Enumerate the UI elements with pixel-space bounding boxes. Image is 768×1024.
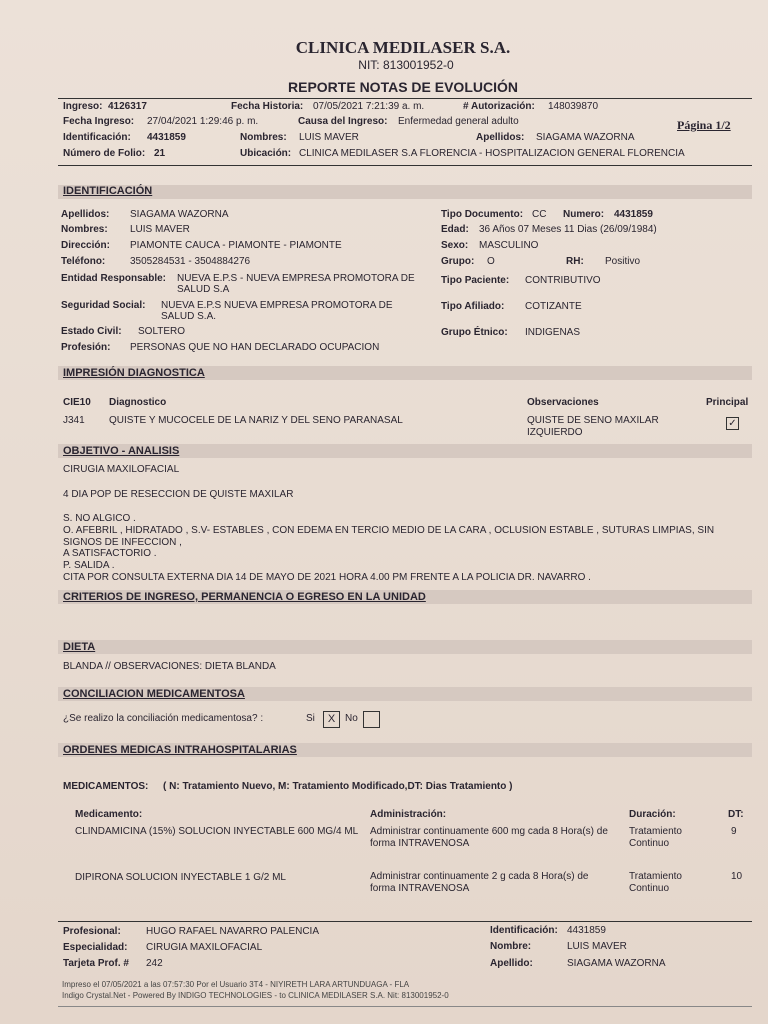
footer-rule [58,921,752,922]
col-duracion: Duración: [629,809,676,820]
med-row2-administracion: Administrar continuamente 2 g cada 8 Hora(s) de forma INTRAVENOSA [370,871,589,894]
conciliacion-si-label: Si [306,713,315,724]
id-direccion-label: Dirección: [61,240,110,251]
impresion-section-title: IMPRESIÓN DIAGNOSTICA [63,367,205,379]
identificacion-section-title: IDENTIFICACIÓN [63,185,153,197]
dieta-section-title: DIETA [63,641,96,653]
id-numero-label: Numero: [563,209,605,220]
conciliacion-no-checkbox[interactable] [363,711,380,728]
id-grupo-value: O [487,256,495,267]
admission-rule [58,165,752,166]
clinic-nit: NIT: 813001952-0 [358,58,454,72]
objetivo-line2: 4 DIA POP DE RESECCION DE QUISTE MAXILAR [63,489,294,500]
fecha-historia-label: Fecha Historia: [231,101,304,112]
principal-checkbox[interactable]: ✓ [726,417,739,430]
objetivo-line1: CIRUGIA MAXILOFACIAL [63,464,180,475]
footer-identificacion-label: Identificación: [490,925,558,936]
ordenes-section-title: ORDENES MEDICAS INTRAHOSPITALARIAS [63,744,297,756]
id-tipo-afiliado-value: COTIZANTE [525,301,582,312]
bottom-rule [58,1006,752,1007]
id-tipo-paciente-value: CONTRIBUTIVO [525,275,601,286]
id-tipo-doc-value: CC [532,209,547,220]
diag-cie10: J341 [63,415,85,426]
criterios-section-title: CRITERIOS DE INGRESO, PERMANENCIA O EGRESO EN LA UNIDAD [63,591,426,603]
id-nombres-value: LUIS MAVER [130,224,190,235]
id-estado-civil-label: Estado Civil: [61,326,122,337]
tarjeta-label: Tarjeta Prof. # [63,958,129,969]
conciliacion-si-checkbox[interactable]: X [323,711,340,728]
fecha-ingreso-value: 27/04/2021 1:29:46 p. m. [147,116,259,127]
col-diagnostico: Diagnostico [109,397,167,408]
folio-value: 21 [154,148,166,159]
ingreso-value: 4126317 [108,101,147,112]
footer-apellido-label: Apellido: [490,958,533,969]
clinic-name: CLINICA MEDILASER S.A. [295,38,511,57]
col-observaciones: Observaciones [527,397,599,408]
objetivo-line3: S. NO ALGICO . [63,513,136,524]
diag-diagnostico: QUISTE Y MUCOCELE DE LA NARIZ Y DEL SENO PARANASAL [109,415,403,426]
diag-observaciones: QUISTE DE SENO MAXILAR IZQUIERDO [527,415,659,438]
id-sexo-label: Sexo: [441,240,469,251]
footer-identificacion-value: 4431859 [567,925,606,936]
objetivo-line7: P. SALIDA . [63,560,115,571]
header-rule [58,98,752,99]
nombres-value: LUIS MAVER [299,132,359,143]
id-grupo-etnico-label: Grupo Étnico: [441,327,508,338]
footer-apellido-value: SIAGAMA WAZORNA [567,958,666,969]
fecha-ingreso-label: Fecha Ingreso: [63,116,135,127]
med-row2-duracion: Tratamiento Continuo [629,871,682,894]
id-telefono-value: 3505284531 - 3504884276 [130,256,251,267]
ubicacion-label: Ubicación: [240,148,292,159]
objetivo-line4: O. AFEBRIL , HIDRATADO , S.V- ESTABLES , CON EDEMA EN TERCIO MEDIO DE LA CARA , OCLUSION ESTABLE , SUTURAS LIMPIAS, SIN [63,525,715,536]
id-edad-label: Edad: [441,224,469,235]
apellidos-label: Apellidos: [476,132,525,143]
footer-nombre-value: LUIS MAVER [567,941,627,952]
id-entidad-label: Entidad Responsable: [61,273,167,284]
conciliacion-question: ¿Se realizo la conciliación medicamentosa? : [63,713,264,724]
objetivo-line6: A SATISFACTORIO . [63,548,157,559]
col-principal: Principal [706,397,749,408]
profesional-value: HUGO RAFAEL NAVARRO PALENCIA [146,926,320,937]
id-grupo-etnico-value: INDIGENAS [525,327,581,338]
ingreso-label: Ingreso: [63,101,103,112]
id-edad-value: 36 Años 07 Meses 11 Dias (26/09/1984) [479,224,657,235]
id-entidad-value: NUEVA E.P.S - NUEVA EMPRESA PROMOTORA DE SALUD S.A [177,273,415,295]
nombres-label: Nombres: [240,132,287,143]
id-nombres-label: Nombres: [61,224,108,235]
tarjeta-value: 242 [146,958,163,969]
footer-nombre-label: Nombre: [490,941,532,952]
id-sexo-value: MASCULINO [479,240,539,251]
powered-by: Indigo Crystal.Net - Powered By INDIGO TECHNOLOGIES - to CLINICA MEDILASER S.A. Nit: 813001952-0 [62,991,449,1000]
med-row2-dt: 10 [731,871,743,882]
id-telefono-label: Teléfono: [61,256,106,267]
id-rh-label: RH: [566,256,584,267]
med-row1-duracion: Tratamiento Continuo [629,826,682,849]
conciliacion-no-label: No [345,713,358,724]
dieta-band [58,640,752,654]
page-number: Página 1/2 [677,118,731,132]
med-row2-medicamento: DIPIRONA SOLUCION INYECTABLE 1 G/2 ML [75,872,286,883]
especialidad-label: Especialidad: [63,942,128,953]
printed-info: Impreso el 07/05/2021 a las 07:57:30 Por el Usuario 3T4 - NIYIRETH LARA ARTUNDUAGA - FLA [62,980,410,989]
id-tipo-paciente-label: Tipo Paciente: [441,275,510,286]
col-cie10: CIE10 [63,397,91,408]
med-row1-administracion: Administrar continuamente 600 mg cada 8 Hora(s) de forma INTRAVENOSA [370,826,608,849]
objetivo-section-title: OBJETIVO - ANALISIS [63,445,180,457]
id-numero-value: 4431859 [614,209,653,220]
identificacion-label: Identificación: [63,132,131,143]
id-apellidos-value: SIAGAMA WAZORNA [130,209,229,220]
profesional-label: Profesional: [63,926,121,937]
id-direccion-value: PIAMONTE CAUCA - PIAMONTE - PIAMONTE [130,240,342,251]
especialidad-value: CIRUGIA MAXILOFACIAL [146,942,263,953]
folio-label: Número de Folio: [63,148,146,159]
dieta-text: BLANDA // OBSERVACIONES: DIETA BLANDA [63,661,276,672]
causa-value: Enfermedad general adulto [398,116,519,127]
med-row1-medicamento: CLINDAMICINA (15%) SOLUCION INYECTABLE 600 MG/4 ML [75,826,359,837]
report-title: REPORTE NOTAS DE EVOLUCIÓN [288,79,518,95]
id-apellidos-label: Apellidos: [61,209,110,220]
id-profesion-value: PERSONAS QUE NO HAN DECLARADO OCUPACION [130,342,380,353]
id-rh-value: Positivo [605,256,641,267]
col-medicamento: Medicamento: [75,809,143,820]
col-dt: DT: [728,809,744,820]
id-profesion-label: Profesión: [61,342,111,353]
col-administracion: Administración: [370,809,447,820]
autorizacion-value: 148039870 [548,101,599,112]
conciliacion-section-title: CONCILIACION MEDICAMENTOSA [63,688,245,700]
causa-label: Causa del Ingreso: [298,116,388,127]
identificacion-band [58,185,752,199]
fecha-historia-value: 07/05/2021 7:21:39 a. m. [313,101,425,112]
objetivo-line8: CITA POR CONSULTA EXTERNA DIA 14 DE MAYO DE 2021 HORA 4.00 PM FRENTE A LA POLICIA DR. NAVARRO . [63,572,591,583]
apellidos-value: SIAGAMA WAZORNA [536,132,635,143]
med-row1-dt: 9 [731,826,737,837]
id-estado-civil-value: SOLTERO [138,326,186,337]
id-seguridad-value: NUEVA E.P.S NUEVA EMPRESA PROMOTORA DE SALUD S.A. [161,300,393,322]
medicamentos-title: MEDICAMENTOS: [63,781,149,792]
identificacion-value: 4431859 [147,132,186,143]
id-grupo-label: Grupo: [441,256,475,267]
id-tipo-doc-label: Tipo Documento: [441,209,524,220]
id-tipo-afiliado-label: Tipo Afiliado: [441,301,505,312]
ubicacion-value: CLINICA MEDILASER S.A FLORENCIA - HOSPITALIZACION GENERAL FLORENCIA [299,148,685,159]
objetivo-line5: SIGNOS DE INFECCION , [63,537,182,548]
autorizacion-label: # Autorización: [463,101,535,112]
medicamentos-legend: ( N: Tratamiento Nuevo, M: Tratamiento Modificado,DT: Dias Tratamiento ) [163,781,513,792]
id-seguridad-label: Seguridad Social: [61,300,146,311]
